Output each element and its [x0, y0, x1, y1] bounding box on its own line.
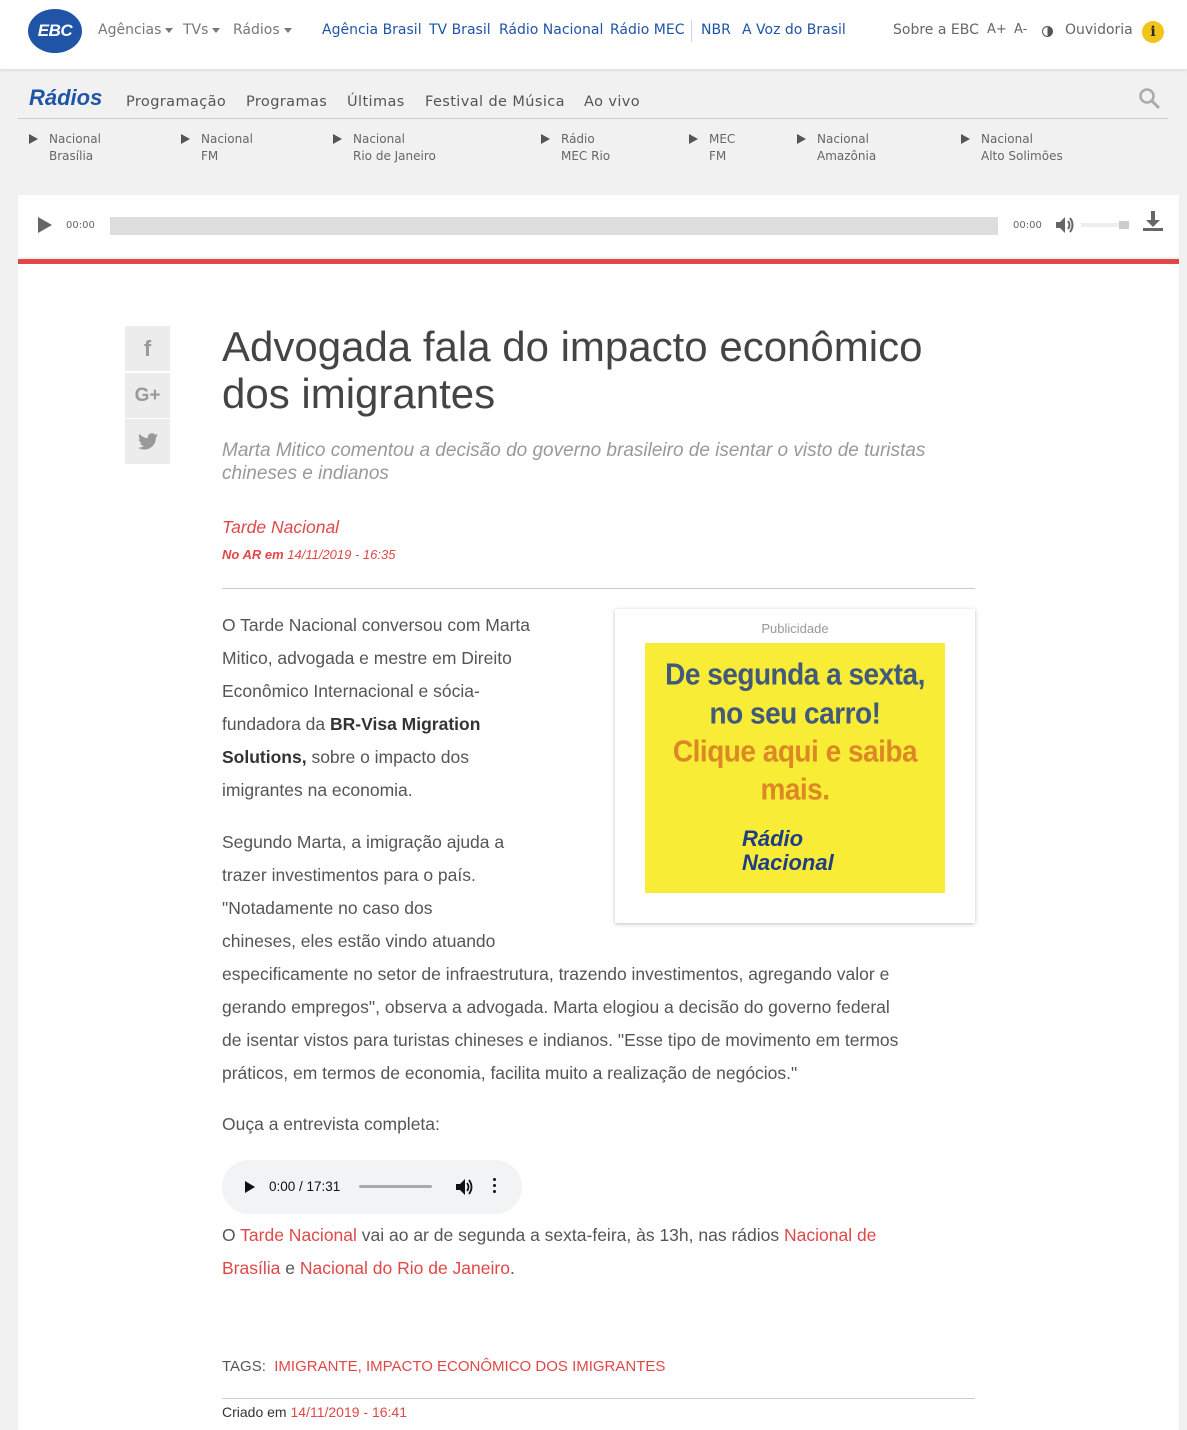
tag-impacto-economico[interactable]: IMPACTO ECONÔMICO DOS IMIGRANTES: [365, 1358, 666, 1375]
paragraph-2: Segundo Marta, a imigração ajuda a trazer investimentos para o país. "Notadamente no caso dos chineses, eles estão vindo atuando especificamente no setor de infraestrutura, trazendo investimentos, agregando valor e gerando empregos", observa a advogada. Marta elogiou a decisão do governo federal de isentar vistos para turistas chineses e indianos. "Esse tipo de movimento em termos práticos, em termos de economia, facilita muito a realização de negócios.": [222, 832, 899, 1083]
chevron-down-icon: [284, 28, 292, 33]
article-divider: [222, 588, 975, 589]
link-radio-mec[interactable]: Rádio MEC: [610, 22, 685, 38]
player-progress-track[interactable]: [110, 217, 998, 235]
link-nacional-rio[interactable]: Nacional do Rio de Janeiro: [299, 1258, 510, 1278]
station-mec-fm[interactable]: MEC FM: [689, 131, 735, 165]
tags: TAGS: IMIGRANTE, IMPACTO ECONÔMICO DOS IMIGRANTES: [222, 1358, 666, 1375]
play-icon: [333, 134, 342, 144]
station-nacional-amazonia[interactable]: Nacional Amazônia: [797, 131, 876, 165]
more-options-icon[interactable]: [493, 1178, 497, 1196]
info-icon[interactable]: i: [1142, 21, 1164, 43]
chevron-down-icon: [212, 28, 220, 33]
article-subtitle: Marta Mitico comentou a decisão do governo brasileiro de isentar o visto de turistas chineses e indianos: [222, 440, 926, 484]
nav-programacao[interactable]: Programação: [126, 94, 227, 110]
dropdown-radios[interactable]: Rádios: [233, 22, 292, 38]
radio-nacional-logo: Rádio Nacional: [742, 826, 834, 875]
share-googleplus-button[interactable]: [125, 373, 170, 418]
play-icon: [29, 134, 38, 144]
paragraph-1: O Tarde Nacional conversou com Marta Mitico, advogada e mestre em Direito Econômico Internacional e sócia- fundadora da BR-Visa Migration Solutions, sobre o impacto dos imigrantes na economia.: [222, 615, 531, 800]
program-link[interactable]: Tarde Nacional: [222, 517, 340, 537]
play-icon[interactable]: [245, 1181, 255, 1193]
search-icon[interactable]: [1138, 87, 1160, 109]
play-icon: [961, 134, 970, 144]
ad-label: Publicidade: [761, 621, 829, 636]
contrast-icon[interactable]: [1042, 26, 1053, 37]
nav-festival-de-musica[interactable]: Festival de Música: [425, 94, 565, 110]
audio-progress-track[interactable]: [359, 1185, 432, 1188]
tag-imigrante[interactable]: IMIGRANTE: [274, 1358, 358, 1375]
link-a-voz-do-brasil[interactable]: A Voz do Brasil: [742, 22, 846, 38]
dropdown-agencias[interactable]: Agências: [98, 22, 173, 38]
link-tarde-nacional[interactable]: Tarde Nacional: [240, 1225, 357, 1245]
paragraph-4: O Tarde Nacional vai ao ar de segunda a sexta-feira, às 13h, nas rádios Nacional de Brasília e Nacional do Rio de Janeiro.: [222, 1225, 877, 1278]
volume-slider-handle[interactable]: [1119, 221, 1129, 229]
station-radio-mec-rio[interactable]: Rádio MEC Rio: [541, 131, 610, 165]
font-increase-button[interactable]: A+: [987, 22, 1007, 37]
station-nacional-alto-solimoes[interactable]: Nacional Alto Solimões: [961, 131, 1063, 165]
radios-brand[interactable]: Rádios: [29, 85, 103, 110]
facebook-icon: f: [143, 335, 152, 361]
volume-icon[interactable]: [455, 1178, 473, 1196]
paragraph-3: Ouça a entrevista completa:: [222, 1114, 440, 1134]
link-radio-nacional[interactable]: Rádio Nacional: [499, 22, 604, 38]
link-nacional-brasilia[interactable]: Nacional de: [783, 1225, 877, 1245]
on-air-date: No AR em 14/11/2019 - 16:35: [222, 547, 396, 562]
dropdown-tvs[interactable]: TVs: [183, 22, 220, 38]
nav-ultimas[interactable]: Últimas: [347, 94, 405, 110]
link-tv-brasil[interactable]: TV Brasil: [429, 22, 491, 38]
section-divider: [18, 118, 1168, 119]
footer-divider: [222, 1398, 975, 1399]
play-icon[interactable]: [38, 217, 52, 233]
volume-icon[interactable]: [1054, 215, 1076, 235]
chevron-down-icon: [165, 28, 173, 33]
advertisement: [615, 609, 975, 923]
interview-audio-player: [222, 1160, 522, 1214]
live-audio-player: [18, 195, 1179, 257]
nav-separator: [691, 20, 692, 42]
twitter-icon: [138, 433, 158, 450]
ad-banner[interactable]: De segunda a sexta, no seu carro! Clique aqui e saiba mais. Rádio Nacional: [645, 643, 945, 893]
ebc-logo[interactable]: EBC: [28, 9, 82, 53]
link-nacional-brasilia-2[interactable]: Brasília: [222, 1258, 281, 1278]
audio-time: 0:00 / 17:31: [269, 1179, 341, 1194]
player-duration: 00:00: [1013, 220, 1042, 231]
nav-programas[interactable]: Programas: [246, 94, 328, 110]
nav-ao-vivo[interactable]: Ao vivo: [584, 94, 641, 110]
article-title: Advogada fala do impacto econômico dos imigrantes: [222, 323, 923, 417]
play-icon: [689, 134, 698, 144]
share-facebook-button[interactable]: [125, 326, 170, 371]
link-ouvidoria[interactable]: Ouvidoria: [1065, 22, 1133, 38]
googleplus-icon: G+: [134, 384, 161, 406]
play-icon: [541, 134, 550, 144]
share-twitter-button[interactable]: [125, 419, 170, 464]
created-date: Criado em 14/11/2019 - 16:41: [222, 1404, 407, 1420]
player-current-time: 00:00: [66, 220, 95, 231]
font-decrease-button[interactable]: A-: [1014, 22, 1028, 37]
top-bar: [0, 0, 1187, 70]
play-icon: [797, 134, 806, 144]
station-nacional-brasilia[interactable]: Nacional Brasília: [29, 131, 101, 165]
link-nbr[interactable]: NBR: [701, 22, 731, 38]
link-sobre-ebc[interactable]: Sobre a EBC: [893, 22, 979, 38]
download-icon[interactable]: [1142, 210, 1164, 232]
station-nacional-rio[interactable]: Nacional Rio de Janeiro: [333, 131, 436, 165]
station-nacional-fm[interactable]: Nacional FM: [181, 131, 253, 165]
play-icon: [181, 134, 190, 144]
link-agencia-brasil[interactable]: Agência Brasil: [322, 22, 422, 38]
